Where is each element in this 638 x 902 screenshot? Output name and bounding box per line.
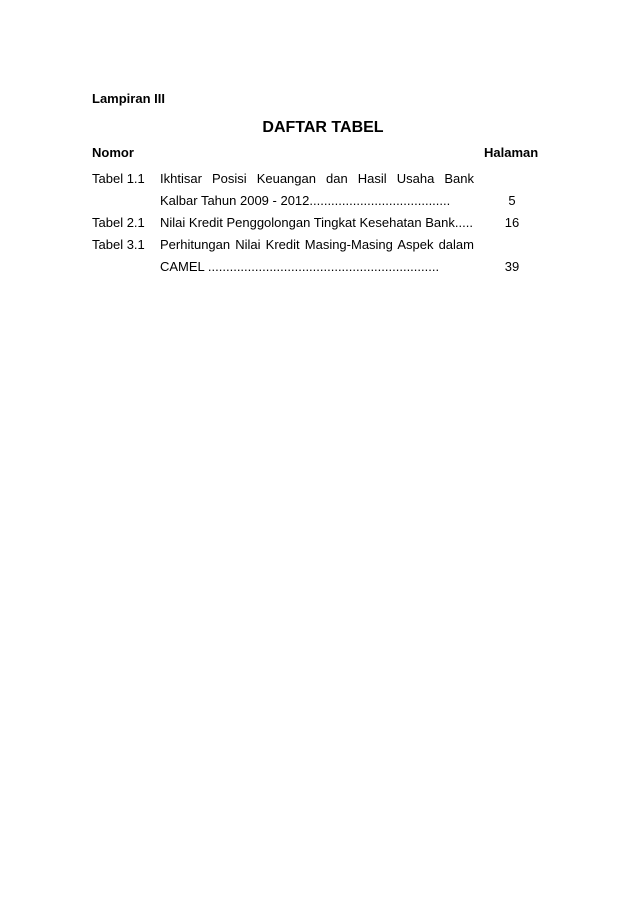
entry-title-line: Kalbar Tahun 2009 - 2012....................................... xyxy=(160,193,451,208)
column-header-number: Nomor xyxy=(92,145,134,160)
entry-number: Tabel 3.1 xyxy=(92,237,145,252)
entry-title-line: Perhitungan Nilai Kredit Masing-Masing Aspek dalam xyxy=(160,237,474,252)
entry-number: Tabel 1.1 xyxy=(92,171,145,186)
page-title: DAFTAR TABEL xyxy=(262,119,384,136)
entry-title-line: Ikhtisar Posisi Keuangan dan Hasil Usaha Bank xyxy=(160,171,474,186)
entry-page-number: 16 xyxy=(504,215,520,230)
entry-title-line: Nilai Kredit Penggolongan Tingkat Kesehatan Bank..... xyxy=(160,215,473,230)
entry-page-number: 39 xyxy=(504,259,520,274)
entry-number: Tabel 2.1 xyxy=(92,215,145,230)
entry-title-line: CAMEL ................................................................ xyxy=(160,259,440,274)
column-header-page: Halaman xyxy=(484,145,539,160)
entry-page-number: 5 xyxy=(508,193,516,208)
appendix-label: Lampiran III xyxy=(92,91,165,106)
